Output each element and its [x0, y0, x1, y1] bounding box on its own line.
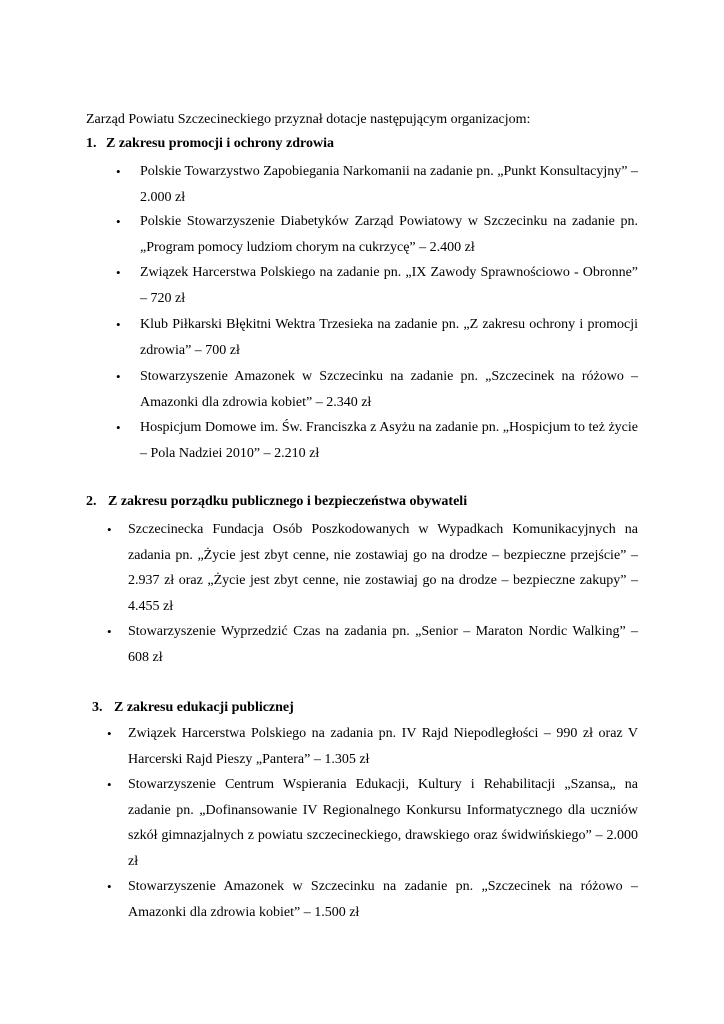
- bullet-icon: •: [116, 369, 121, 384]
- bullet-icon: •: [107, 777, 112, 792]
- bullet-icon: •: [116, 317, 121, 332]
- section-number: 2.: [86, 494, 97, 509]
- bullet-icon: •: [107, 879, 112, 894]
- section-heading-3: [92, 698, 294, 718]
- list-item: Polskie Towarzystwo Zapobiegania Narkomanii na zadanie pn. „Punkt Konsultacyjny” – 2.000 zł: [140, 164, 638, 205]
- section-number: 1.: [86, 136, 97, 151]
- list-item: Stowarzyszenie Centrum Wspierania Edukacji, Kultury i Rehabilitacji „Szansa„ na zadanie pn. „Dofinansowanie IV Regionalnego Konkursu Informatycznego dla uczniów szkół gimnazjalnych z powiatu szczecineckiego, drawskiego oraz świdwińskiego” – 2.000 zł: [128, 777, 638, 869]
- list-item: Stowarzyszenie Amazonek w Szczecinku na zadanie pn. „Szczecinek na różowo – Amazonki dla zdrowia kobiet” – 1.500 zł: [128, 879, 638, 920]
- list-item: Szczecinecka Fundacja Osób Poszkodowanych w Wypadkach Komunikacyjnych na zadania pn. „Życie jest zbyt cenne, nie zostawiaj go na drodze – bezpieczne przejście” – 2.937 zł oraz „Życie jest zbyt cenne, nie zostawiaj go na drodze – bezpieczne zakupy” – 4.455 zł: [128, 522, 638, 614]
- list-item: Stowarzyszenie Amazonek w Szczecinku na zadanie pn. „Szczecinek na różowo – Amazonki dla zdrowia kobiet” – 2.340 zł: [140, 369, 638, 410]
- section-title: Z zakresu edukacji publicznej: [114, 700, 294, 715]
- section-title: Z zakresu promocji i ochrony zdrowia: [106, 136, 335, 151]
- section-number: 3.: [92, 700, 103, 715]
- list-item: Hospicjum Domowe im. Św. Franciszka z Asyżu na zadanie pn. „Hospicjum to też życie – Pola Nadziei 2010” – 2.210 zł: [140, 420, 638, 461]
- list-item: Stowarzyszenie Wyprzedzić Czas na zadania pn. „Senior – Maraton Nordic Walking” – 608 zł: [128, 624, 638, 665]
- bullet-icon: •: [116, 265, 121, 280]
- section-title: Z zakresu porządku publicznego i bezpieczeństwa obywateli: [108, 494, 468, 509]
- bullet-icon: •: [116, 214, 121, 229]
- bullet-icon: •: [116, 164, 121, 179]
- section-heading-1: [86, 134, 334, 154]
- list-item: Klub Piłkarski Błękitni Wektra Trzesieka na zadanie pn. „Z zakresu ochrony i promocji zdrowia” – 700 zł: [140, 317, 638, 358]
- list-item: Związek Harcerstwa Polskiego na zadanie pn. „IX Zawody Sprawnościowo - Obronne” – 720 zł: [140, 265, 638, 306]
- list-item: Polskie Stowarzyszenie Diabetyków Zarząd Powiatowy w Szczecinku na zadanie pn. „Program pomocy ludziom chorym na cukrzycę” – 2.400 zł: [140, 214, 638, 255]
- intro-text: Zarząd Powiatu Szczecineckiego przyznał dotacje następującym organizacjom:: [86, 112, 531, 127]
- bullet-icon: •: [107, 522, 112, 537]
- section-heading-2: [86, 492, 467, 512]
- bullet-icon: •: [107, 726, 112, 741]
- bullet-icon: •: [116, 420, 121, 435]
- list-item: Związek Harcerstwa Polskiego na zadania pn. IV Rajd Niepodległości – 990 zł oraz V Harcerski Rajd Pieszy „Pantera” – 1.305 zł: [128, 726, 638, 767]
- bullet-icon: •: [107, 624, 112, 639]
